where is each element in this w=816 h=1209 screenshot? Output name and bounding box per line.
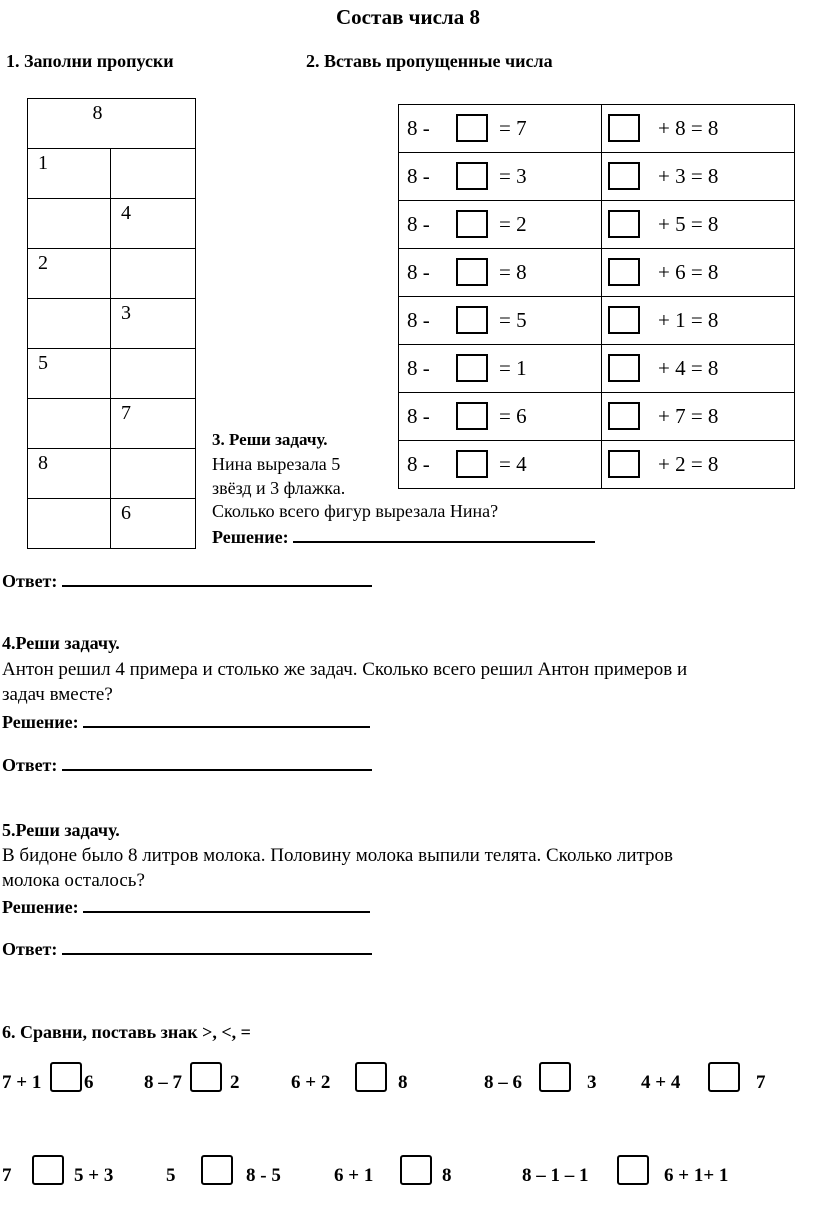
addition-cell <box>602 105 795 153</box>
compare-sign-box[interactable] <box>201 1155 233 1185</box>
task5-answer <box>2 937 372 960</box>
task2-heading: 2. Вставь пропущенные числа <box>306 51 553 71</box>
addition-suffix: + 1 = 8 <box>658 308 719 332</box>
subtraction-prefix: 8 - <box>407 452 430 476</box>
answer-label: Ответ: <box>2 571 58 591</box>
task3-heading: 3. Реши задачу. <box>212 430 328 449</box>
compare-right-expression: 5 + 3 <box>74 1165 114 1186</box>
task5-heading: 5.Реши задачу. <box>2 820 120 840</box>
left-cell[interactable] <box>28 299 111 349</box>
subtraction-prefix: 8 - <box>407 404 430 428</box>
compare-right-expression: 8 - 5 <box>246 1165 281 1186</box>
solution-blank[interactable] <box>83 895 370 913</box>
answer-box[interactable] <box>608 450 640 478</box>
addition-suffix: + 3 = 8 <box>658 164 719 188</box>
addition-cell <box>602 153 795 201</box>
right-cell[interactable]: 3 <box>111 299 196 349</box>
subtraction-result: = 4 <box>499 452 527 476</box>
subtraction-result: = 1 <box>499 356 527 380</box>
addition-suffix: + 7 = 8 <box>658 404 719 428</box>
compare-left-expression: 7 + 1 <box>2 1072 42 1093</box>
task4-heading: 4.Реши задачу. <box>2 633 120 653</box>
compare-right-expression: 8 <box>398 1072 408 1093</box>
compare-sign-box[interactable] <box>355 1062 387 1092</box>
table-row <box>28 399 196 449</box>
addition-cell <box>602 441 795 489</box>
subtraction-cell <box>399 393 602 441</box>
table-row <box>28 499 196 549</box>
right-cell[interactable] <box>111 449 196 499</box>
table-row <box>28 299 196 349</box>
task6-heading: 6. Сравни, поставь знак >, <, = <box>2 1022 251 1042</box>
equation-row <box>399 105 795 153</box>
answer-blank[interactable] <box>62 937 372 955</box>
compare-left-expression: 6 + 2 <box>291 1072 331 1093</box>
addition-suffix: + 5 = 8 <box>658 212 719 236</box>
subtraction-prefix: 8 - <box>407 164 430 188</box>
subtraction-prefix: 8 - <box>407 356 430 380</box>
left-cell[interactable]: 2 <box>28 249 111 299</box>
equation-row <box>399 201 795 249</box>
answer-box[interactable] <box>456 162 488 190</box>
answer-box[interactable] <box>456 114 488 142</box>
task4-line2: задач вместе? <box>2 684 113 705</box>
compare-sign-box[interactable] <box>190 1062 222 1092</box>
addition-cell <box>602 345 795 393</box>
left-cell[interactable]: 5 <box>28 349 111 399</box>
addition-cell <box>602 297 795 345</box>
answer-box[interactable] <box>456 402 488 430</box>
subtraction-prefix: 8 - <box>407 308 430 332</box>
solution-label: Решение: <box>2 712 79 732</box>
answer-box[interactable] <box>456 306 488 334</box>
right-cell[interactable] <box>111 249 196 299</box>
answer-label: Ответ: <box>2 755 58 775</box>
task4-solution <box>2 710 370 733</box>
left-cell[interactable]: 1 <box>28 149 111 199</box>
right-cell[interactable] <box>111 149 196 199</box>
right-cell[interactable] <box>111 349 196 399</box>
left-cell[interactable]: 8 <box>28 449 111 499</box>
right-cell[interactable]: 7 <box>111 399 196 449</box>
compare-left-expression: 7 <box>2 1165 12 1186</box>
addition-suffix: + 2 = 8 <box>658 452 719 476</box>
right-cell[interactable]: 4 <box>111 199 196 249</box>
answer-box[interactable] <box>608 114 640 142</box>
equation-row <box>399 153 795 201</box>
table-row <box>28 349 196 399</box>
answer-box[interactable] <box>456 210 488 238</box>
task3-answer <box>2 569 372 592</box>
answer-label: Ответ: <box>2 939 58 959</box>
addition-suffix: + 6 = 8 <box>658 260 719 284</box>
equation-row <box>399 297 795 345</box>
subtraction-cell <box>399 345 602 393</box>
addition-suffix: + 8 = 8 <box>658 116 719 140</box>
left-cell[interactable] <box>28 199 111 249</box>
task4-line1: Антон решил 4 примера и столько же задач. Сколько всего решил Антон примеров и <box>2 659 688 680</box>
equation-row <box>399 393 795 441</box>
equation-row <box>399 345 795 393</box>
subtraction-result: = 8 <box>499 260 527 284</box>
subtraction-prefix: 8 - <box>407 260 430 284</box>
task5-line2: молока осталось? <box>2 870 145 891</box>
answer-box[interactable] <box>456 450 488 478</box>
task5-line1: В бидоне было 8 литров молока. Половину молока выпили телята. Сколько литров <box>2 845 674 866</box>
subtraction-cell <box>399 297 602 345</box>
solution-blank[interactable] <box>83 710 370 728</box>
subtraction-cell <box>399 201 602 249</box>
missing-numbers-table <box>398 104 795 489</box>
answer-box[interactable] <box>608 306 640 334</box>
addition-cell <box>602 393 795 441</box>
task5-solution <box>2 895 370 918</box>
task4-answer <box>2 753 372 776</box>
answer-box[interactable] <box>456 354 488 382</box>
answer-box[interactable] <box>608 402 640 430</box>
table-row <box>28 449 196 499</box>
answer-blank[interactable] <box>62 753 372 771</box>
left-cell[interactable] <box>28 399 111 449</box>
subtraction-result: = 5 <box>499 308 527 332</box>
compare-right-expression: 7 <box>756 1072 766 1093</box>
table-row <box>28 249 196 299</box>
compare-right-expression: 6 + 1+ 1 <box>664 1165 729 1186</box>
solution-label: Решение: <box>212 527 289 547</box>
compare-left-expression: 6 + 1 <box>334 1165 374 1186</box>
subtraction-prefix: 8 - <box>407 116 430 140</box>
compare-right-expression: 2 <box>230 1072 240 1093</box>
subtraction-cell <box>399 441 602 489</box>
answer-box[interactable] <box>608 354 640 382</box>
addition-cell <box>602 201 795 249</box>
compare-left-expression: 4 + 4 <box>641 1072 681 1093</box>
subtraction-cell <box>399 249 602 297</box>
subtraction-cell <box>399 153 602 201</box>
solution-blank[interactable] <box>293 525 595 543</box>
compare-sign-box[interactable] <box>32 1155 64 1185</box>
answer-blank[interactable] <box>62 569 372 587</box>
compare-sign-box[interactable] <box>617 1155 649 1185</box>
addition-suffix: + 4 = 8 <box>658 356 719 380</box>
equation-row <box>399 441 795 489</box>
compare-right-expression: 6 <box>84 1072 94 1093</box>
subtraction-result: = 2 <box>499 212 527 236</box>
page-title: Состав числа 8 <box>336 5 480 29</box>
left-cell[interactable] <box>28 499 111 549</box>
compare-sign-box[interactable] <box>708 1062 740 1092</box>
compare-sign-box[interactable] <box>539 1062 571 1092</box>
compare-left-expression: 5 <box>166 1165 176 1186</box>
addition-cell <box>602 249 795 297</box>
compare-sign-box[interactable] <box>50 1062 82 1092</box>
task1-heading: 1. Заполни пропуски <box>6 51 174 71</box>
table-row <box>28 149 196 199</box>
compare-sign-box[interactable] <box>400 1155 432 1185</box>
compare-left-expression: 8 – 6 <box>484 1072 522 1093</box>
subtraction-result: = 7 <box>499 116 527 140</box>
compare-left-expression: 8 – 7 <box>144 1072 182 1093</box>
answer-box[interactable] <box>608 258 640 286</box>
right-cell[interactable]: 6 <box>111 499 196 549</box>
compare-right-expression: 8 <box>442 1165 452 1186</box>
answer-box[interactable] <box>608 162 640 190</box>
subtraction-prefix: 8 - <box>407 212 430 236</box>
task3-line2: звёзд и 3 флажка. <box>212 478 346 498</box>
subtraction-cell <box>399 105 602 153</box>
answer-box[interactable] <box>456 258 488 286</box>
task3-line1: Нина вырезала 5 <box>212 454 341 474</box>
answer-box[interactable] <box>608 210 640 238</box>
table-row <box>28 199 196 249</box>
number-composition-table <box>27 98 196 549</box>
task3-solution <box>212 525 595 548</box>
compare-left-expression: 8 – 1 – 1 <box>522 1165 589 1186</box>
task3-line3: Сколько всего фигур вырезала Нина? <box>212 501 499 521</box>
table-top-number: 8 <box>28 99 196 149</box>
subtraction-result: = 3 <box>499 164 527 188</box>
compare-right-expression: 3 <box>587 1072 597 1093</box>
equation-row <box>399 249 795 297</box>
subtraction-result: = 6 <box>499 404 527 428</box>
solution-label: Решение: <box>2 897 79 917</box>
